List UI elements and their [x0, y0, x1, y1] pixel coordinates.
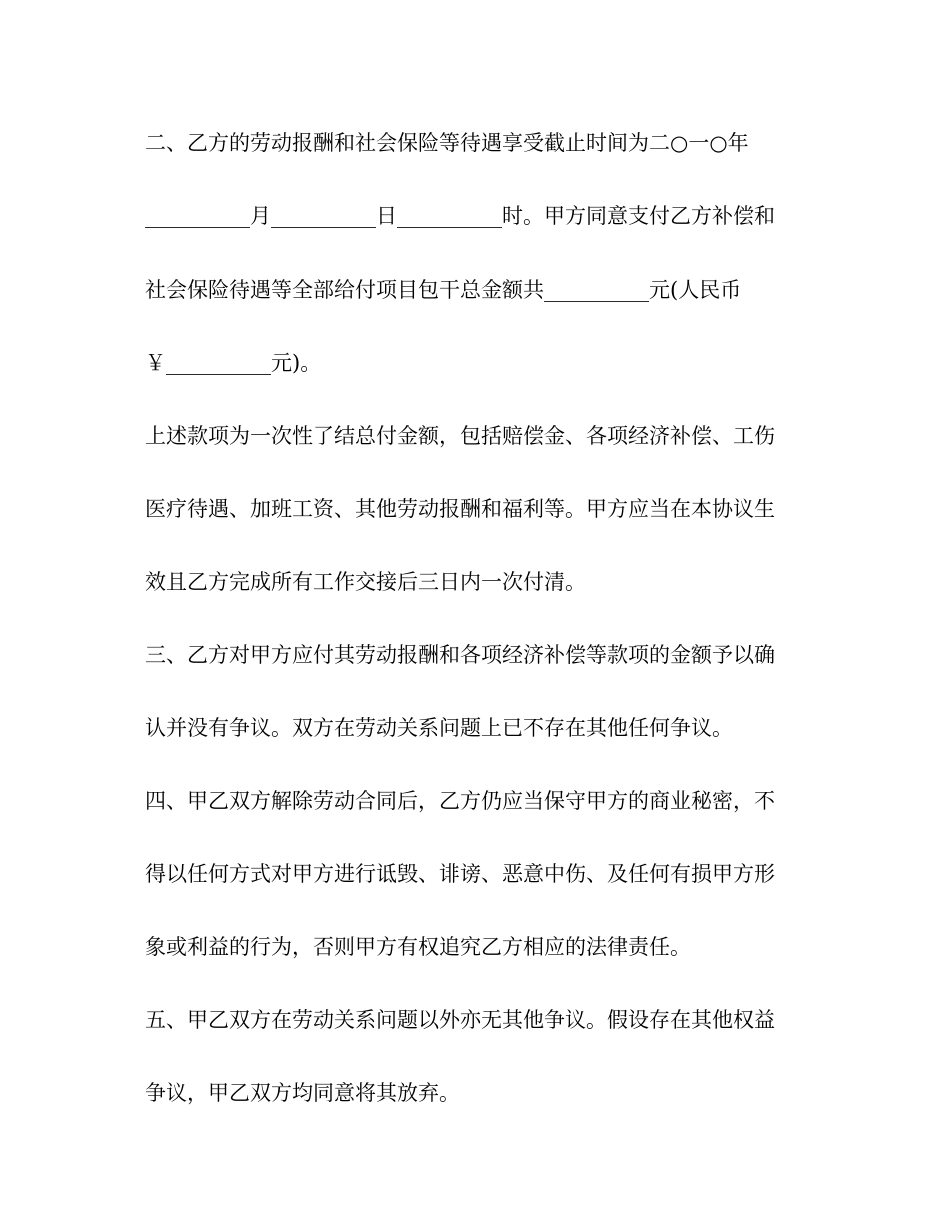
clause-5-line-2: 争议，甲乙双方均同意将其放弃。 [145, 1081, 460, 1105]
clause-2-line-1: 二、乙方的劳动报酬和社会保险等待遇享受截止时间为二○一○年 [145, 131, 749, 155]
clause-2-line-4: ￥__________元)。 [145, 351, 322, 375]
clause-4-line-3: 象或利益的行为，否则甲方有权追究乙方相应的法律责任。 [145, 935, 691, 959]
clause-2-line-2: __________月__________日__________时。甲方同意支付乙方补偿和 [145, 204, 775, 228]
payment-para-line-1: 上述款项为一次性了结总付金额，包括赔偿金、各项经济补偿、工伤 [145, 424, 775, 448]
payment-para-line-2: 医疗待遇、加班工资、其他劳动报酬和福利等。甲方应当在本协议生 [145, 497, 775, 521]
payment-para-line-3: 效且乙方完成所有工作交接后三日内一次付清。 [145, 570, 586, 594]
clause-5-line-1: 五、甲乙双方在劳动关系问题以外亦无其他争议。假设存在其他权益 [145, 1008, 775, 1032]
clause-4-line-1: 四、甲乙双方解除劳动合同后，乙方仍应当保守甲方的商业秘密，不 [145, 789, 775, 813]
clause-3-line-2: 认并没有争议。双方在劳动关系问题上已不存在其他任何争议。 [145, 716, 733, 740]
clause-3-line-1: 三、乙方对甲方应付其劳动报酬和各项经济补偿等款项的金额予以确 [145, 643, 775, 667]
clause-4-line-2: 得以任何方式对甲方进行诋毁、诽谤、恶意中伤、及任何有损甲方形 [145, 862, 775, 886]
clause-2-line-3: 社会保险待遇等全部给付项目包干总金额共__________元(人民币 [145, 278, 742, 302]
